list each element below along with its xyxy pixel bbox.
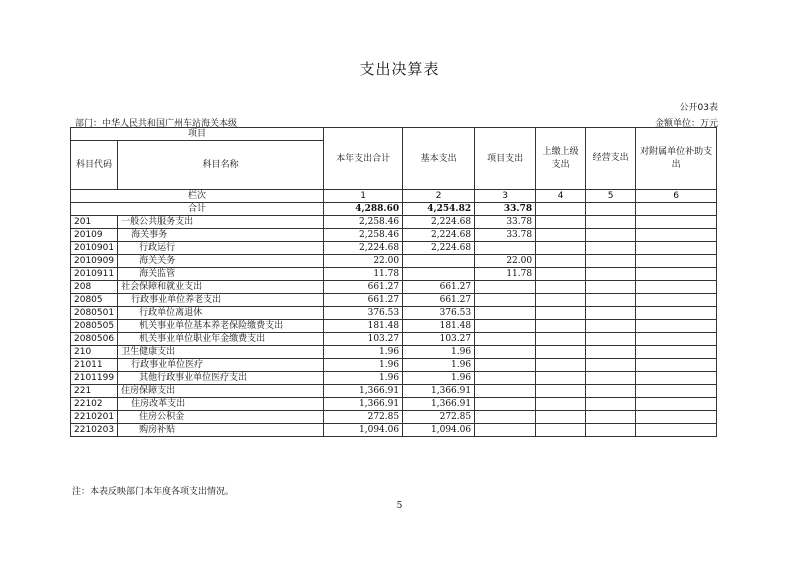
cell-subsidy: [636, 333, 717, 346]
table-row: [71, 281, 717, 294]
table-row: [71, 294, 717, 307]
cell-subsidy: [636, 229, 717, 242]
sum-business: [586, 203, 636, 216]
subject-code: 21011: [71, 359, 118, 372]
subject-name: 海关监管: [118, 268, 324, 281]
table-row: [71, 216, 717, 229]
cell-subsidy: [636, 411, 717, 424]
subject-name: 社会保障和就业支出: [118, 281, 324, 294]
cell-basic: 661.27: [403, 294, 475, 307]
subject-code: 201: [71, 216, 118, 229]
subject-name: 海关关务: [118, 255, 324, 268]
subject-code: 2010909: [71, 255, 118, 268]
subject-name: 机关事业单位基本养老保险缴费支出: [118, 320, 324, 333]
table-row: [71, 229, 717, 242]
cell-project: [475, 294, 536, 307]
cell-upper: [536, 216, 586, 229]
subject-code: 20109: [71, 229, 118, 242]
cell-subsidy: [636, 320, 717, 333]
table-row: [71, 411, 717, 424]
cell-project: [475, 398, 536, 411]
sum-subsidy: [636, 203, 717, 216]
cell-basic: 1,366.91: [403, 385, 475, 398]
sum-total: 4,288.60: [324, 203, 403, 216]
cell-upper: [536, 307, 586, 320]
cell-subsidy: [636, 294, 717, 307]
cell-total: 1,366.91: [324, 385, 403, 398]
cell-business: [586, 255, 636, 268]
sum-upper: [536, 203, 586, 216]
cell-business: [586, 242, 636, 255]
cell-subsidy: [636, 398, 717, 411]
cell-upper: [536, 359, 586, 372]
cell-basic: 661.27: [403, 281, 475, 294]
cell-business: [586, 372, 636, 385]
footnote: 注：本表反映部门本年度各项支出情况。: [72, 487, 235, 497]
cell-project: [475, 424, 536, 437]
cell-upper: [536, 229, 586, 242]
header-project: 项目支出: [475, 128, 536, 190]
cell-project: [475, 320, 536, 333]
cell-subsidy: [636, 307, 717, 320]
header-basic: 基本支出: [403, 128, 475, 190]
sum-project: 33.78: [475, 203, 536, 216]
header-subsidy: 对附属单位补助支出: [636, 128, 717, 190]
table-row: [71, 385, 717, 398]
cell-upper: [536, 411, 586, 424]
cell-basic: 1.96: [403, 372, 475, 385]
table-row: [71, 359, 717, 372]
cell-business: [586, 346, 636, 359]
cell-subsidy: [636, 424, 717, 437]
sum-label: 合计: [71, 203, 324, 216]
cell-total: 272.85: [324, 411, 403, 424]
column-number: 5: [586, 190, 636, 203]
subject-name: 行政单位离退休: [118, 307, 324, 320]
cell-project: [475, 333, 536, 346]
cell-total: 1.96: [324, 372, 403, 385]
subject-code: 22102: [71, 398, 118, 411]
cell-business: [586, 333, 636, 346]
subject-code: 208: [71, 281, 118, 294]
cell-subsidy: [636, 346, 717, 359]
column-number: 1: [324, 190, 403, 203]
table-row: [71, 255, 717, 268]
subject-name: 海关事务: [118, 229, 324, 242]
cell-total: 2,258.46: [324, 229, 403, 242]
cell-business: [586, 359, 636, 372]
cell-total: 22.00: [324, 255, 403, 268]
cell-subsidy: [636, 242, 717, 255]
cell-business: [586, 320, 636, 333]
cell-basic: [403, 255, 475, 268]
table-row: [71, 346, 717, 359]
amount-unit-label: 金额单位：万元: [654, 119, 718, 129]
header-total: 本年支出合计: [324, 128, 403, 190]
cell-subsidy: [636, 385, 717, 398]
column-number: 2: [403, 190, 475, 203]
cell-upper: [536, 281, 586, 294]
table-row: [71, 333, 717, 346]
cell-total: 181.48: [324, 320, 403, 333]
department-label: 部门：中华人民共和国广州车站海关本级: [75, 119, 238, 129]
subject-name: 行政事业单位养老支出: [118, 294, 324, 307]
cell-upper: [536, 333, 586, 346]
subject-name: 行政运行: [118, 242, 324, 255]
cell-business: [586, 268, 636, 281]
subject-code: 2210201: [71, 411, 118, 424]
cell-upper: [536, 424, 586, 437]
cell-business: [586, 411, 636, 424]
cell-total: 1.96: [324, 359, 403, 372]
cell-upper: [536, 372, 586, 385]
cell-basic: 376.53: [403, 307, 475, 320]
cell-total: 103.27: [324, 333, 403, 346]
cell-upper: [536, 346, 586, 359]
cell-business: [586, 307, 636, 320]
subject-name: 住房改革支出: [118, 398, 324, 411]
cell-business: [586, 385, 636, 398]
cell-project: 22.00: [475, 255, 536, 268]
subject-name: 卫生健康支出: [118, 346, 324, 359]
table-row: [71, 320, 717, 333]
cell-basic: 272.85: [403, 411, 475, 424]
cell-basic: 2,224.68: [403, 229, 475, 242]
sum-row: [71, 203, 717, 216]
subject-name: 住房公积金: [118, 411, 324, 424]
subject-code: 2080505: [71, 320, 118, 333]
cell-total: 1.96: [324, 346, 403, 359]
header-business: 经营支出: [586, 128, 636, 190]
table-row: [71, 424, 717, 437]
cell-upper: [536, 385, 586, 398]
column-number-label: 栏次: [71, 190, 324, 203]
cell-upper: [536, 255, 586, 268]
cell-total: 2,258.46: [324, 216, 403, 229]
sum-basic: 4,254.82: [403, 203, 475, 216]
subject-name: 住房保障支出: [118, 385, 324, 398]
cell-business: [586, 424, 636, 437]
cell-project: [475, 372, 536, 385]
data-rows: [71, 216, 717, 437]
cell-basic: [403, 268, 475, 281]
cell-basic: 1.96: [403, 346, 475, 359]
cell-business: [586, 398, 636, 411]
cell-basic: 1,366.91: [403, 398, 475, 411]
subject-code: 2080506: [71, 333, 118, 346]
subject-code: 210: [71, 346, 118, 359]
subject-code: 2010901: [71, 242, 118, 255]
subject-code: 221: [71, 385, 118, 398]
cell-total: 376.53: [324, 307, 403, 320]
page-number: 5: [396, 501, 403, 511]
cell-business: [586, 281, 636, 294]
subject-code: 20805: [71, 294, 118, 307]
cell-basic: 2,224.68: [403, 242, 475, 255]
cell-project: [475, 359, 536, 372]
cell-subsidy: [636, 359, 717, 372]
cell-upper: [536, 320, 586, 333]
subject-code: 2010911: [71, 268, 118, 281]
header-name: 科目名称: [118, 141, 324, 190]
cell-project: 33.78: [475, 216, 536, 229]
cell-project: [475, 281, 536, 294]
column-number: 6: [636, 190, 717, 203]
cell-project: [475, 346, 536, 359]
cell-business: [586, 216, 636, 229]
table-row: [71, 242, 717, 255]
subject-name: 一般公共服务支出: [118, 216, 324, 229]
cell-project: 33.78: [475, 229, 536, 242]
cell-subsidy: [636, 372, 717, 385]
column-number-row: [71, 190, 717, 203]
page-title: 支出决算表: [359, 60, 440, 78]
cell-total: 1,366.91: [324, 398, 403, 411]
cell-upper: [536, 268, 586, 281]
header-item: 项目: [71, 128, 324, 141]
cell-business: [586, 229, 636, 242]
cell-basic: 1,094.06: [403, 424, 475, 437]
cell-project: [475, 385, 536, 398]
subject-name: 购房补贴: [118, 424, 324, 437]
column-number: 4: [536, 190, 586, 203]
cell-basic: 181.48: [403, 320, 475, 333]
table-row: [71, 398, 717, 411]
cell-total: 661.27: [324, 294, 403, 307]
table-row: [71, 268, 717, 281]
cell-basic: 2,224.68: [403, 216, 475, 229]
cell-total: 11.78: [324, 268, 403, 281]
table-row: [71, 372, 717, 385]
subject-name: 其他行政事业单位医疗支出: [118, 372, 324, 385]
subject-code: 2210203: [71, 424, 118, 437]
cell-upper: [536, 242, 586, 255]
cell-upper: [536, 294, 586, 307]
subject-name: 行政事业单位医疗: [118, 359, 324, 372]
cell-subsidy: [636, 216, 717, 229]
expenditure-table: [70, 127, 717, 437]
form-number: 公开03表: [679, 103, 718, 113]
cell-total: 661.27: [324, 281, 403, 294]
cell-basic: 1.96: [403, 359, 475, 372]
cell-total: 1,094.06: [324, 424, 403, 437]
cell-subsidy: [636, 255, 717, 268]
cell-upper: [536, 398, 586, 411]
cell-total: 2,224.68: [324, 242, 403, 255]
cell-project: [475, 307, 536, 320]
cell-project: 11.78: [475, 268, 536, 281]
cell-project: [475, 242, 536, 255]
header-row-item: [71, 128, 717, 141]
subject-code: 2101199: [71, 372, 118, 385]
subject-code: 2080501: [71, 307, 118, 320]
cell-business: [586, 294, 636, 307]
header-upper: 上缴上级支出: [536, 128, 586, 190]
cell-project: [475, 411, 536, 424]
cell-subsidy: [636, 281, 717, 294]
header-code: 科目代码: [71, 141, 118, 190]
subject-name: 机关事业单位职业年金缴费支出: [118, 333, 324, 346]
table-row: [71, 307, 717, 320]
column-number: 3: [475, 190, 536, 203]
cell-basic: 103.27: [403, 333, 475, 346]
cell-subsidy: [636, 268, 717, 281]
